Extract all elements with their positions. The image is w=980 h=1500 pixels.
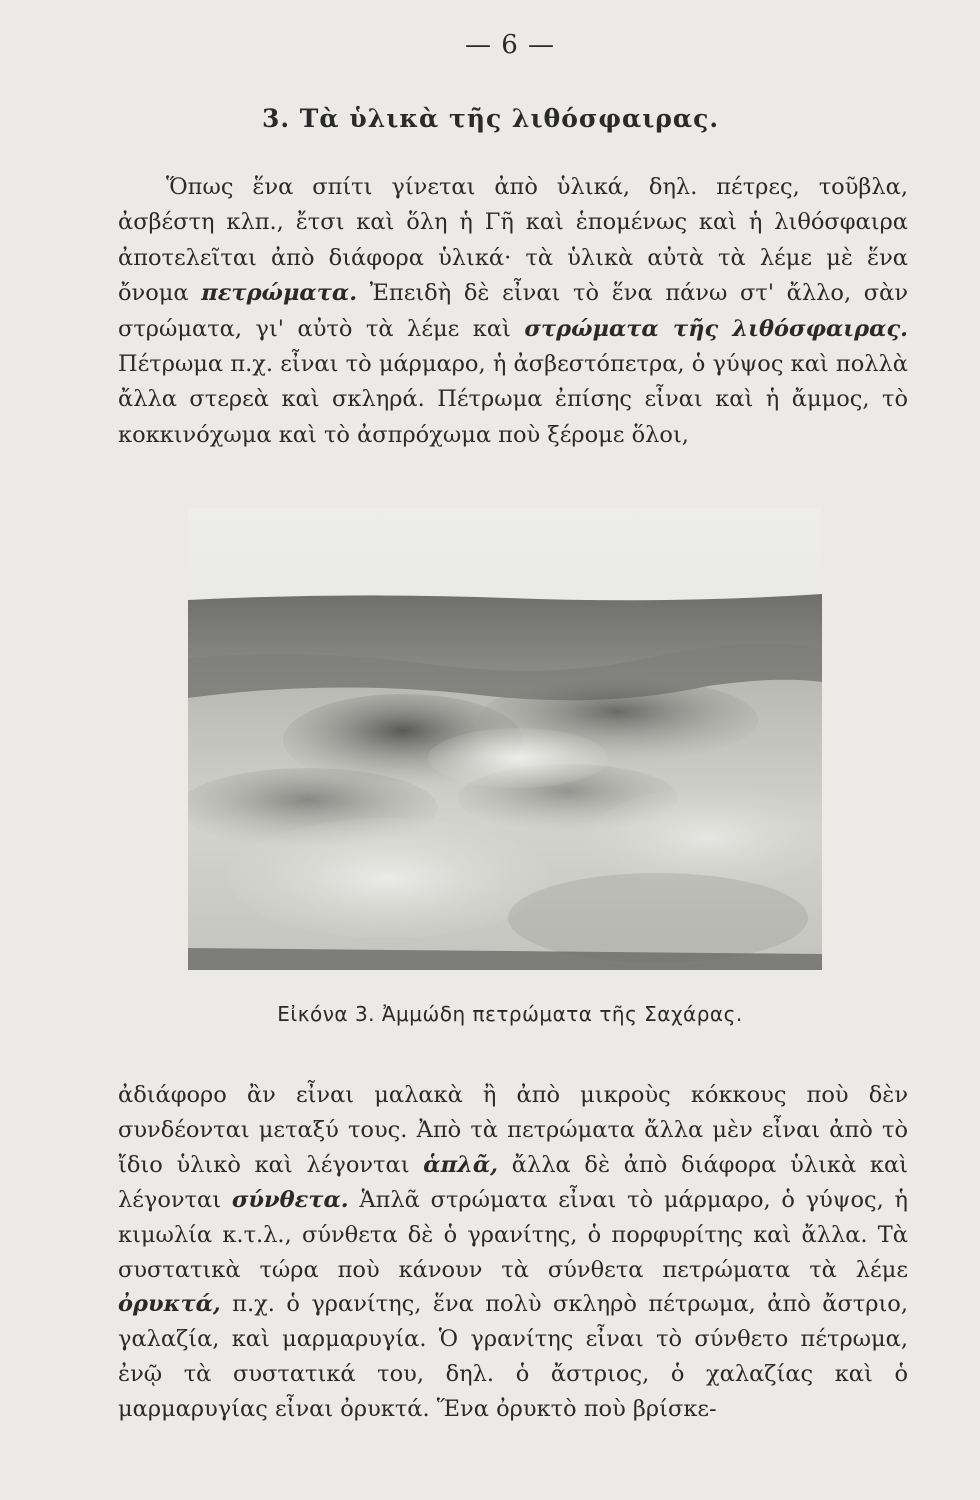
sahara-sand-photo: [188, 508, 822, 970]
paragraph-text: Ἐπειδὴ δὲ εἶναι τὸ ἕνα πάνω στ' ἄλλο, σὰν στρώματα, γι' αὐτὸ τὰ λέμε καὶ: [118, 280, 908, 342]
paragraph-intro: [118, 170, 908, 453]
section-heading: 3. Τὰ ὑλικὰ τῆς λιθόσφαιρας.: [262, 104, 720, 133]
paragraph-text: π.χ. ὁ γρανίτης, ἕνα πολὺ σκληρὸ πέτρωμα, ἀπὸ ἄστριο, γαλαζία, καὶ μαρμαρυγία. Ὁ γρανίτης εἶναι τὸ σύνθετο πέτρωμα, ἐνῷ τὰ συστατικά του, δηλ. ὁ ἄστριος, ὁ χαλαζίας καὶ ὁ μαρμαρυγίας εἶναι ὀρυκτά. Ἕνα ὀρυκτὸ ποὺ βρίσκε-: [118, 1291, 908, 1423]
paragraph-text: Ὅπως ἕνα σπίτι γίνεται ἀπὸ ὑλικά, δηλ. πέτρες, τοῦβλα, ἀσβέστη κλπ., ἔτσι καὶ ὅλη ἡ Γῆ καὶ ἑπομένως καὶ ἡ λιθόσφαιρα ἀποτελεῖται ἀπὸ διάφορα ὑλικά· τὰ ὑλικὰ αὐτὰ τὰ λέμε μὲ ἕνα ὄνομα: [118, 174, 908, 307]
page-number: — 6 —: [464, 30, 556, 60]
emphasis-term: ἁπλᾶ,: [423, 1151, 498, 1178]
emphasis-term: σύνθετα.: [231, 1186, 349, 1213]
emphasis-term: ὀρυκτά,: [118, 1291, 221, 1318]
paragraph-text: ἄλλα δὲ ἀπὸ διάφορα ὑλικὰ καὶ λέγονται: [118, 1151, 908, 1213]
paragraph-text: ἀδιάφορο ἂν εἶναι μαλακὰ ἢ ἀπὸ μικροὺς κόκκους ποὺ δὲν συνδέονται μεταξύ τους. Ἀπὸ τὰ πετρώματα ἄλλα μὲν εἶναι ἀπὸ τὸ ἴδιο ὑλικὸ καὶ λέγονται: [118, 1082, 908, 1178]
figure-caption: Εἰκόνα 3. Ἀμμώδη πετρώματα τῆς Σαχάρας.: [277, 1002, 743, 1026]
sand-dunes-image: [188, 508, 822, 970]
paragraph-rocks: [118, 1078, 908, 1427]
paragraph-text: Πέτρωμα π.χ. εἶναι τὸ μάρμαρο, ἡ ἀσβεστόπετρα, ὁ γύψος καὶ πολλὰ ἄλλα στερεὰ καὶ σκληρά. Πέτρωμα ἐπίσης εἶναι καὶ ἡ ἄμμος, τὸ κοκκινόχωμα καὶ τὸ ἀσπρόχωμα ποὺ ξέρομε ὅλοι,: [118, 351, 908, 448]
emphasis-term: πετρώματα.: [201, 280, 358, 307]
emphasis-term: στρώματα τῆς λιθόσφαιρας.: [524, 315, 908, 342]
paragraph-text: Ἁπλᾶ στρώματα εἶναι τὸ μάρμαρο, ὁ γύψος, ἡ κιμωλία κ.τ.λ., σύνθετα δὲ ὁ γρανίτης, ὁ πορφυρίτης καὶ ἄλλα. Τὰ συστατικὰ τώρα ποὺ κάνουν τὰ σύνθετα πετρώματα τὰ λέμε: [118, 1186, 908, 1283]
